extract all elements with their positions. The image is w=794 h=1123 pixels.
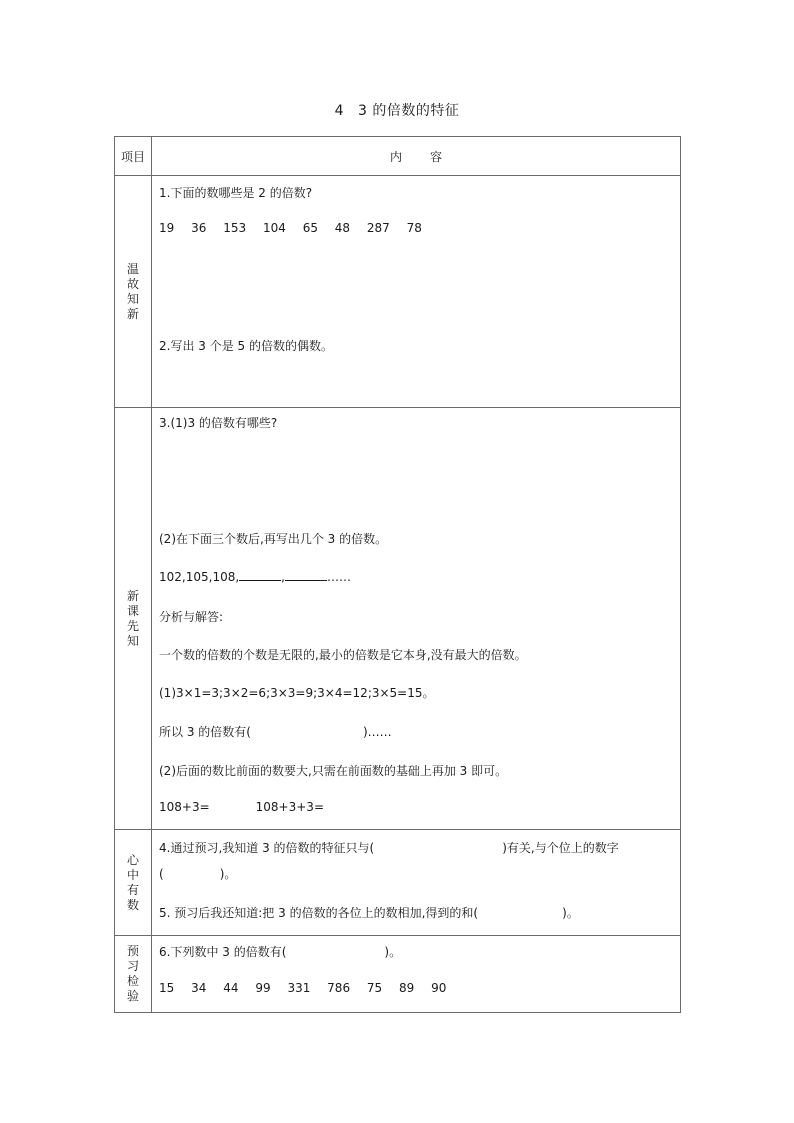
analysis-line-1: 一个数的倍数的个数是无限的,最小的倍数是它本身,没有最大的倍数。 [159,648,527,662]
worksheet-table [114,136,681,1013]
section-new-lesson [115,408,681,830]
section-review-label: 温故知新 [115,176,152,408]
lesson-title: 3 的倍数的特征 [358,103,460,119]
answer-blank[interactable] [239,570,281,581]
section-new-lesson-label: 新课先知 [115,408,152,830]
question-6-numbers [159,981,459,995]
question-6: 6.下列数中 3 的倍数有( )。 [159,945,402,959]
calc-1: 108+3= [159,800,210,814]
number-item: 89 [399,981,415,995]
number-item: 15 [159,981,175,995]
section-heart [115,830,681,936]
number-item: 99 [255,981,271,995]
number-item: 65 [302,221,318,235]
number-item: 104 [262,221,286,235]
section-heart-label: 心中有数 [115,830,152,936]
answer-blank[interactable] [285,570,327,581]
header-content: 内容 [152,137,681,176]
section-review [115,176,681,408]
analysis-line-3: 所以 3 的倍数有( )…… [159,725,392,739]
number-item: 48 [334,221,351,235]
analysis-line-2: (1)3×1=3;3×2=6;3×3=9;3×4=12;3×5=15。 [159,686,435,700]
number-item: 90 [431,981,447,995]
question-3-2: (2)在下面三个数后,再写出几个 3 的倍数。 [159,532,388,546]
number-item: 287 [366,221,390,235]
section-check [115,936,681,1013]
calc-line [159,800,324,814]
question-1: 1.下面的数哪些是 2 的倍数? [159,186,313,200]
calc-2: 108+3+3= [255,800,324,814]
question-5: 5. 预习后我还知道:把 3 的倍数的各位上的数相加,得到的和( )。 [159,906,579,920]
number-item: 44 [223,981,239,995]
number-item: 34 [191,981,207,995]
question-1-numbers [159,221,435,235]
number-item: 331 [287,981,311,995]
page-title [0,100,794,120]
number-item: 75 [366,981,383,995]
analysis-title: 分析与解答: [159,610,224,624]
analysis-line-4: (2)后面的数比前面的数要大,只需在前面数的基础上再加 3 即可。 [159,764,508,778]
lesson-number: 4 [334,103,345,119]
header-row [115,137,681,176]
question-4-line-1: 4.通过预习,我知道 3 的倍数的特征只与( )有关,与个位上的数字 [159,841,619,855]
question-3-1: 3.(1)3 的倍数有哪些? [159,416,278,430]
number-item: 78 [406,221,422,235]
number-item: 36 [191,221,207,235]
header-item: 项目 [115,137,152,176]
question-2: 2.写出 3 个是 5 的倍数的偶数。 [159,339,333,353]
section-check-label: 预习检验 [115,936,152,1013]
number-item: 786 [327,981,351,995]
sequence-line: 102,105,108, , …… [159,570,351,584]
number-item: 153 [223,221,247,235]
question-4-line-2: ( )。 [159,867,237,881]
number-item: 19 [159,221,175,235]
